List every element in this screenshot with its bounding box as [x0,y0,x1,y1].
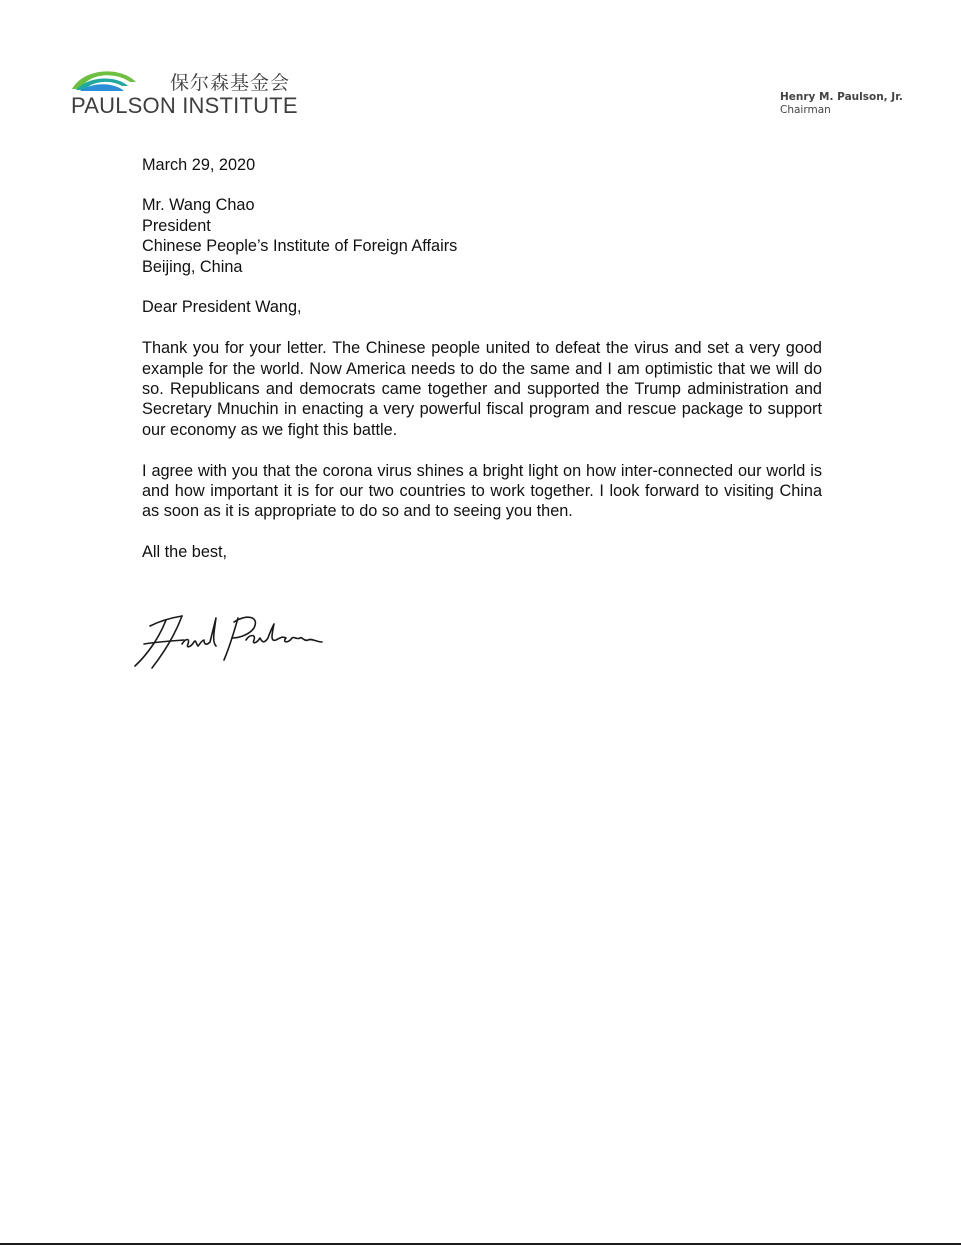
salutation: Dear President Wang, [142,298,302,317]
closing: All the best, [142,543,228,562]
arc-logo-icon [70,62,145,92]
paragraph-1: Thank you for your letter. The Chinese people united to defeat the virus and set a very good example for the world. Now America needs to do the same and I am optimistic that we will do so. Republicans and democrats came together and supported the Trump administration and Secretary Mnuchin in enacting a very powerful fiscal program and rescue package to support our economy as we fight this battle. [142,339,822,439]
recipient-name: Mr. Wang Chao [142,196,255,215]
letter-body [142,155,822,563]
letter-date: March 29, 2020 [142,156,256,174]
recipient-location: Beijing, China [142,257,243,276]
recipient-title: President [142,216,211,235]
recipient-organization: Chinese People’s Institute of Foreign Affairs [142,237,458,256]
bottom-edge-line [0,1243,961,1245]
handwritten-signature [130,608,330,674]
logo-english-name: PAULSON INSTITUTE [71,93,298,118]
sender-name: Henry M. Paulson, Jr. [780,91,903,103]
sender-block [780,91,903,117]
paragraph-2: I agree with you that the corona virus shines a bright light on how inter-connected our world is and how important it is for our two countries to work together. I look forward to visiting China as soon as it is appropriate to do so and to seeing you then. [142,461,822,521]
logo-chinese-name: 保尔森基金会 [170,72,291,94]
recipient-address [142,195,822,277]
sender-title: Chairman [780,104,831,116]
paulson-institute-logo [70,62,310,122]
